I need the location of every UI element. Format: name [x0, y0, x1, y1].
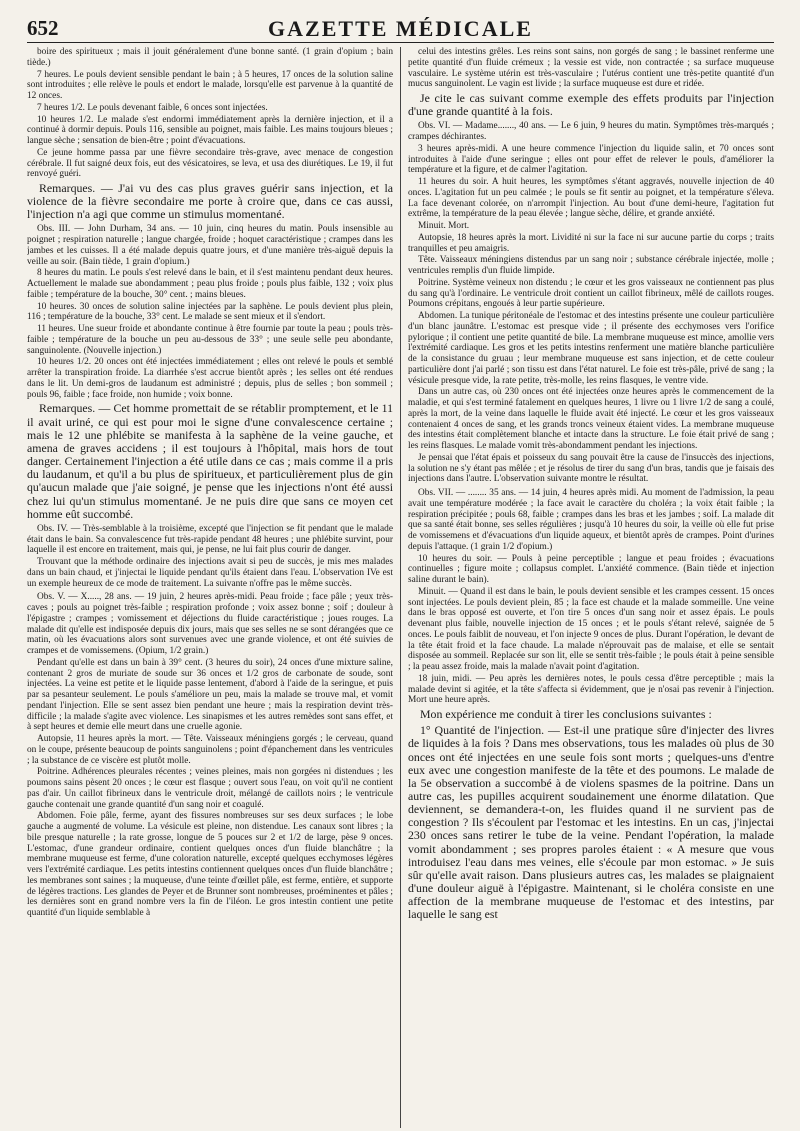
article-paragraph: Mon expérience me conduit à tirer les conclusions suivantes : [420, 707, 712, 722]
article-paragraph: Autopsie, 11 heures après la mort. — Tête. Vaisseaux méningiens gorgés ; le cerveau, quand on le coupe, présente beaucoup de points sanguinolens ; point d'épanchement dans les ventricules ; la substance de ce viscère est plutôt molle. [27, 734, 393, 766]
article-paragraph: 10 heures 1/2. Le malade s'est endormi immédiatement après la dernière injection, et il a continué à dormir depuis. Pouls 116, sensible au poignet, mais faible. Les mains toujours bleues ; langue sèche ; sensation de bien-être ; point d'évacuations. [27, 114, 393, 146]
article-paragraph: Minuit. Mort. [418, 221, 470, 232]
page-number: 652 [27, 16, 59, 40]
two-column-body [27, 47, 774, 1128]
article-paragraph: Obs. IV. — Très-semblable à la troisième, excepté que l'injection se fit pendant que le malade était dans le bain. Sa convalescence fut très-rapide pendant 48 heures ; une phlébite survint, pour laquelle il est encore en traitement, mais qui, je pense, ne lui fait plus courir de danger. [27, 523, 393, 556]
article-paragraph: Dans un autre cas, où 230 onces ont été injectées onze heures après le commencement de la maladie, et qui s'est terminé fatalement en quelques heures, 1 livre ou 1 livre 1/2 de sang a coulé, après la mort, de la veine dans laquelle le fluide avait été injecté. Le cœur et les gros vaisseaux contenaient 4 onces de sang, et les grands troncs veineux étaient vides. La membrane muqueuse des intestins était complètement blanche et intacte dans la structure. Le foie était privé de sang ; les reins flasques. Le malade vomit très-abondamment pendant les injections. [408, 387, 774, 452]
article-paragraph: Tête. Vaisseaux méningiens distendus par un sang noir ; substance cérébrale injectée, molle ; ventricules remplis d'un fluide limpide. [408, 255, 774, 277]
right-column [408, 47, 774, 1128]
article-paragraph: Abdomen. Foie pâle, ferme, ayant des fissures nombreuses sur ses deux surfaces ; le lobe gauche a augmenté de volume. La vésicule est pleine, non distendue. Les canaux sont libres ; la bile presque naturelle ; la rate grosse, longue de 5 pouces sur 2 et 1/2 de large, pèse 9 onces. L'estomac, d'une grandeur ordinaire, contient quelques onces d'un fluide blanchâtre ; la membrane muqueuse est ferme, d'une coloration naturelle, excepté quelques ecchymoses légères vers l'extrémité cardiaque. Les petits intestins contiennent quelques onces d'un fluide blanchâtre ; les membranes sont saines ; la muqueuse, d'une teinte d'œillet pâle, est ferme, entière, et supporte de légères tractions. Les glandes de Peyer et de Brunner sont nombreuses, proéminentes et pâles ; les dernières sont en grand nombre vers la fin de l'iléon. Le gros intestin contient une petite quantité d'un liquide semblable à [27, 811, 393, 919]
article-paragraph: 1° Quantité de l'injection. — Est-il une pratique sûre d'injecter des livres de liquides à la fois ? Dans mes observations, tous les malades où plus de 30 onces ont été injectées en une seule fois sont morts ; quelques-uns d'entre eux avec une congestion manifeste de la tête et des poumons. Le malade de la 5e observation a succombé à de violens spasmes de la poitrine. Dans un autre cas, les pupilles acquirent soudainement une énorme dilatation. Que deviennent, se demandera-t-on, les fluides quand il ne survient pas de congestion ? Ils s'écoulent par l'estomac et les intestins. En un cas, j'injectai 230 onces sans retirer le tube de la veine. Pendant l'opération, la malade vomit abondamment ; ses propres paroles étaient : « A mesure que vous introduisez l'eau dans mes veines, elle s'écoule par mon estomac. » Je suis sûr qu'elle avait raison. Dans plusieurs autres cas, les malades se plaignaient d'une douleur aiguë à l'épigastre. Maintenant, si le choléra consiste en une affection de la membrane muqueuse de l'estomac et des intestins, par laquelle le sang est [408, 723, 774, 922]
article-paragraph: Trouvant que la méthode ordinaire des injections avait si peu de succès, je mis mes malades dans un bain chaud, et j'injectai le liquide pendant qu'ils étaient dans l'eau. L'observation IVe est un exemple heureux de ce mode de traitement. La suivante n'offre pas le même succès. [27, 557, 393, 589]
article-paragraph: boire des spiritueux ; mais il jouit généralement d'une bonne santé. (1 grain d'opium ; bain tiède.) [27, 47, 393, 68]
article-paragraph: Pendant qu'elle est dans un bain à 39° cent. (3 heures du soir), 24 onces d'une mixture saline, contenant 2 gros de muriate de soude sur 36 onces et 1/2 gros de carbonate de soude, sont injectées. La veine est petite et le liquide passe lentement, d'abord à l'aide de la seringue, et puis par sa pesanteur seulement. Le pouls s'améliore un peu, mais la malade se trouve mal, et vomit pendant l'injection. Elle se sent assez bien pendant une heure ; mais la respiration devint très-difficile ; la malade s'agite avec violence. Les sinapismes et les autres remèdes sont sans effet, et à sept heures et demie elle meurt dans une cruelle agonie. [27, 657, 393, 733]
column-rule [400, 47, 401, 1128]
article-paragraph: Obs. III. — John Durham, 34 ans. — 10 juin, cinq heures du matin. Pouls insensible au poignet ; respiration naturelle ; langue chargée, froide ; hoquet caractéristique ; crampes dans les jambes et les cuisses. Il a été malade depuis quatre jours, et d'une manière très-aiguë depuis la veille au soir. (Bain tiède, 1 grain d'opium.) [27, 224, 393, 267]
article-paragraph: Je cite le cas suivant comme exemple des effets produits par l'injection d'une grande quantité à la fois. [408, 91, 774, 119]
journal-title: GAZETTE MÉDICALE [268, 16, 533, 41]
article-paragraph: 11 heures du soir. A huit heures, les symptômes s'étant aggravés, nouvelle injection de 40 onces. L'agitation fut un peu calmée ; le pouls se fit sentir au poignet, et la température s'éleva. La face devenant colorée, on n'arrompit l'injection. Au bout d'une demi-heure, l'agitation fut extrême, la température de la peau élevée ; langue sèche, délire, et grande anxiété. [408, 177, 774, 220]
article-paragraph: Remarques. — J'ai vu des cas plus graves guérir sans injection, et la violence de la fièvre secondaire me porte à croire que, dans ce cas aussi, l'injection n'a agi que comme un stimulus momentané. [27, 181, 393, 222]
page-header [27, 12, 774, 43]
article-paragraph: 10 heures. 30 onces de solution saline injectées par la saphène. Le pouls devient plus plein, 116 ; température de la bouche, 33° cent. Le malade se sent mieux et il s'endort. [27, 301, 393, 323]
article-paragraph: Obs. VI. — Madame......., 40 ans. — Le 6 juin, 9 heures du matin. Symptômes très-marqués ; crampes déchirantes. [408, 121, 774, 143]
article-paragraph: Abdomen. La tunique péritonéale de l'estomac et des intestins présente une couleur particulière d'un blanc jaunâtre. L'estomac est presque vide ; il présente des ecchymoses vers l'orifice pylorique ; il contient une petite quantité de bile. La membrane muqueuse est mince, amollie vers l'extrémité cardiaque. Les gros et les petits intestins renferment une matière blanche particulière de la consistance du gruau ; leur membrane muqueuse est sans injection, et de cette couleur particulière dont j'ai parlé ; son tissu est dans l'état naturel. Le foie est très-pâle, privé de sang ; la vésicule presque vide, la rate petite, très-molle, les reins flasques, le ventre vide. [408, 311, 774, 386]
article-paragraph: Autopsie, 18 heures après la mort. Lividité ni sur la face ni sur aucune partie du corps ; traits tranquilles et peu amaigris. [408, 232, 774, 254]
article-paragraph: 3 heures après-midi. A une heure commence l'injection du liquide salin, et 70 onces sont introduites à l'aide d'une seringue ; elles ont pour effet de relever le pouls, d'améliorer la température et la figure, et de calmer l'agitation. [408, 143, 774, 176]
article-paragraph: Obs. VII. — ........ 35 ans. — 14 juin, 4 heures après midi. Au moment de l'admission, la peau avait une température modérée ; la face avait le caractère du choléra ; la voix était faible ; la respiration précipitée ; pouls 68, faible ; crampes dans les bras et les jambes ; soif. La malade dit que sa santé était bonne, ses selles régulières ; jusqu'à 10 heures du soir, la veille où elle fut prise de vomissemens et d'évacuations d'un liquide aqueux, et bientôt après de crampes. Point d'urines depuis l'attaque. (1 grain 1/2 d'opium.) [408, 488, 774, 552]
article-paragraph: 10 heures 1/2. 20 onces ont été injectées immédiatement ; elles ont relevé le pouls et semblé arrêter la transpiration froide. La diarrhée s'est accrue bientôt après ; les selles ont été rendues dans le lit. Un demi-gros de laudanum est administré ; depuis, plus de selles ; bon sommeil ; pouls 96, faible ; face froide, non humide ; voix bonne. [27, 357, 393, 400]
article-paragraph: 7 heures. Le pouls devient sensible pendant le bain ; à 5 heures, 17 onces de la solution saline sont introduites ; elle relève le pouls et endort le malade, lorsqu'elle est parvenue à la quantité de 12 onces. [27, 69, 393, 101]
article-paragraph: Je pensai que l'état épais et poisseux du sang pouvait être la cause de l'insuccès des injections, la solution ne s'y étant pas mêlée ; et je résolus de tirer du sang d'un bras, tandis que je faisais des injections dans l'autre. L'observation suivante montre le résultat. [408, 452, 774, 485]
article-paragraph: Minuit. — Quand il est dans le bain, le pouls devient sensible et les crampes cessent. 15 onces sont injectées. Le pouls devient plein, 85 ; la face est chaude et la malade sommeille. Une veine dans le bras opposé est ouverte, et l'on tire 5 onces d'un sang noir et assez épais. Le pouls devenant plus faible, nouvelle injection de 15 onces ; et le pouls s'étant relevé, saignée de 5 onces. Le pouls faiblit de nouveau, et l'on injecte 9 onces de plus. Durant l'opération, le devant de la tête était froid et la face chaude. La malade n'éprouvait pas de malaise, et elle se sentait disposée au sommeil. Replacée sur son lit, elle se sentit très-faible ; le pouls était à peine sensible ; la peau assez froide, mais la malade n'avait point d'agitation. [408, 586, 774, 673]
article-paragraph: Remarques. — Cet homme promettait de se rétablir promptement, et le 11 il avait uriné, ce qui est pour moi le signe d'une convalescence certaine ; mais le 12 une phlébite se manifesta à la saphène de la veine gauche, et amena de graves accidens ; il est toujours à l'hôpital, mais hors de tout danger. Certainement l'injection a été utile dans ce cas ; mais comme il a pris du laudanum, et qu'il a bu plus de spiritueux, et particulièrement plus de gin qu'aucun malade que j'aie soigné, je pense que les injections n'ont été aussi chez lui qu'un stimulus momentané. Je ne puis dire que sans ce moyen cet homme eût succombé. [27, 401, 393, 521]
article-paragraph: celui des intestins grêles. Les reins sont sains, non gorgés de sang ; le bassinet renferme une petite quantité d'un fluide crémeux ; la vessie est vide, non contractée ; sa surface muqueuse vasculaire. Le système utérin est très-vasculaire ; l'utérus contient une très-petite quantité d'un mucus sanguinolent. Le vagin est livide ; la surface muqueuse est dure et ridée. [408, 47, 774, 90]
article-paragraph: Ce jeune homme passa par une fièvre secondaire très-grave, avec menace de congestion cérébrale. Il fut saigné deux fois, eut des vésicatoires, se leva, et usa des diurétiques. Le 19, il fut renvoyé guéri. [27, 147, 393, 180]
article-paragraph: 11 heures. Une sueur froide et abondante continue à être fournie par toute la peau ; pouls très-faible ; température de la bouche un peu au-dessous de 33° ; une seule selle peu abondante, sanguinolente. (Nouvelle injection.) [27, 324, 393, 356]
left-column [27, 47, 393, 1128]
article-paragraph: 10 heures du soir. — Pouls à peine perceptible ; langue et peau froides ; évacuations continuelles ; figure moite ; collapsus complet. L'anxiété commence. (Bain tiède et injection saline durant le bain). [408, 553, 774, 586]
article-paragraph: 18 juin, midi. — Peu après les dernières notes, le pouls cessa d'être perceptible ; mais la malade devint si agitée, et la tête s'affecta si évidemment, que je n'osai pas revenir à l'injection. Mort une heure après. [408, 673, 774, 706]
article-paragraph: Obs. V. — X....., 28 ans. — 19 juin, 2 heures après-midi. Peau froide ; face pâle ; yeux très-caves ; pouls au poignet très-faible ; respiration profonde ; voix assez bonne ; soif ; douleur à l'épigastre ; crampes ; vomissement et déjections du fluide caractéristique ; joues rouges. La malade dit qu'elle est indisposée depuis dix jours, mais que ses selles ne se sont dérangées que ce matin, où les évacuations alors sont survenues avec une grande violence, et ont été suivies de crampes et de vomissemens. (Opium, 1/2 grain.) [27, 592, 393, 657]
article-paragraph: Poitrine. Système veineux non distendu ; le cœur et les gros vaisseaux ne contiennent pas plus du sang qu'à l'ordinaire. Le ventricule droit contient un caillot fibrineux, mêlé de caillots rouges. Poumons crépitans, engoués à leur partie supérieure. [408, 277, 774, 310]
article-paragraph: 8 heures du matin. Le pouls s'est relevé dans le bain, et il s'est maintenu pendant deux heures. Actuellement le malade sue abondamment ; peau plus froide ; pouls plus faible, 132 ; voix plus faible ; température de la bouche, 30° cent. ; mains bleues. [27, 268, 393, 300]
article-paragraph: Poitrine. Adhérences pleurales récentes ; veines pleines, mais non gorgées ni distendues ; les poumons sains pèsent 20 onces ; le cœur est flasque ; ouvert sous l'eau, on voit qu'il ne contient pas d'air. Un caillot fibrineux dans le ventricule droit, mélangé de caillots noirs ; le ventricule gauche contenait une grande quantité d'un sang noir et coagulé. [27, 767, 393, 810]
article-paragraph: 7 heures 1/2. Le pouls devenant faible, 6 onces sont injectées. [37, 102, 268, 113]
